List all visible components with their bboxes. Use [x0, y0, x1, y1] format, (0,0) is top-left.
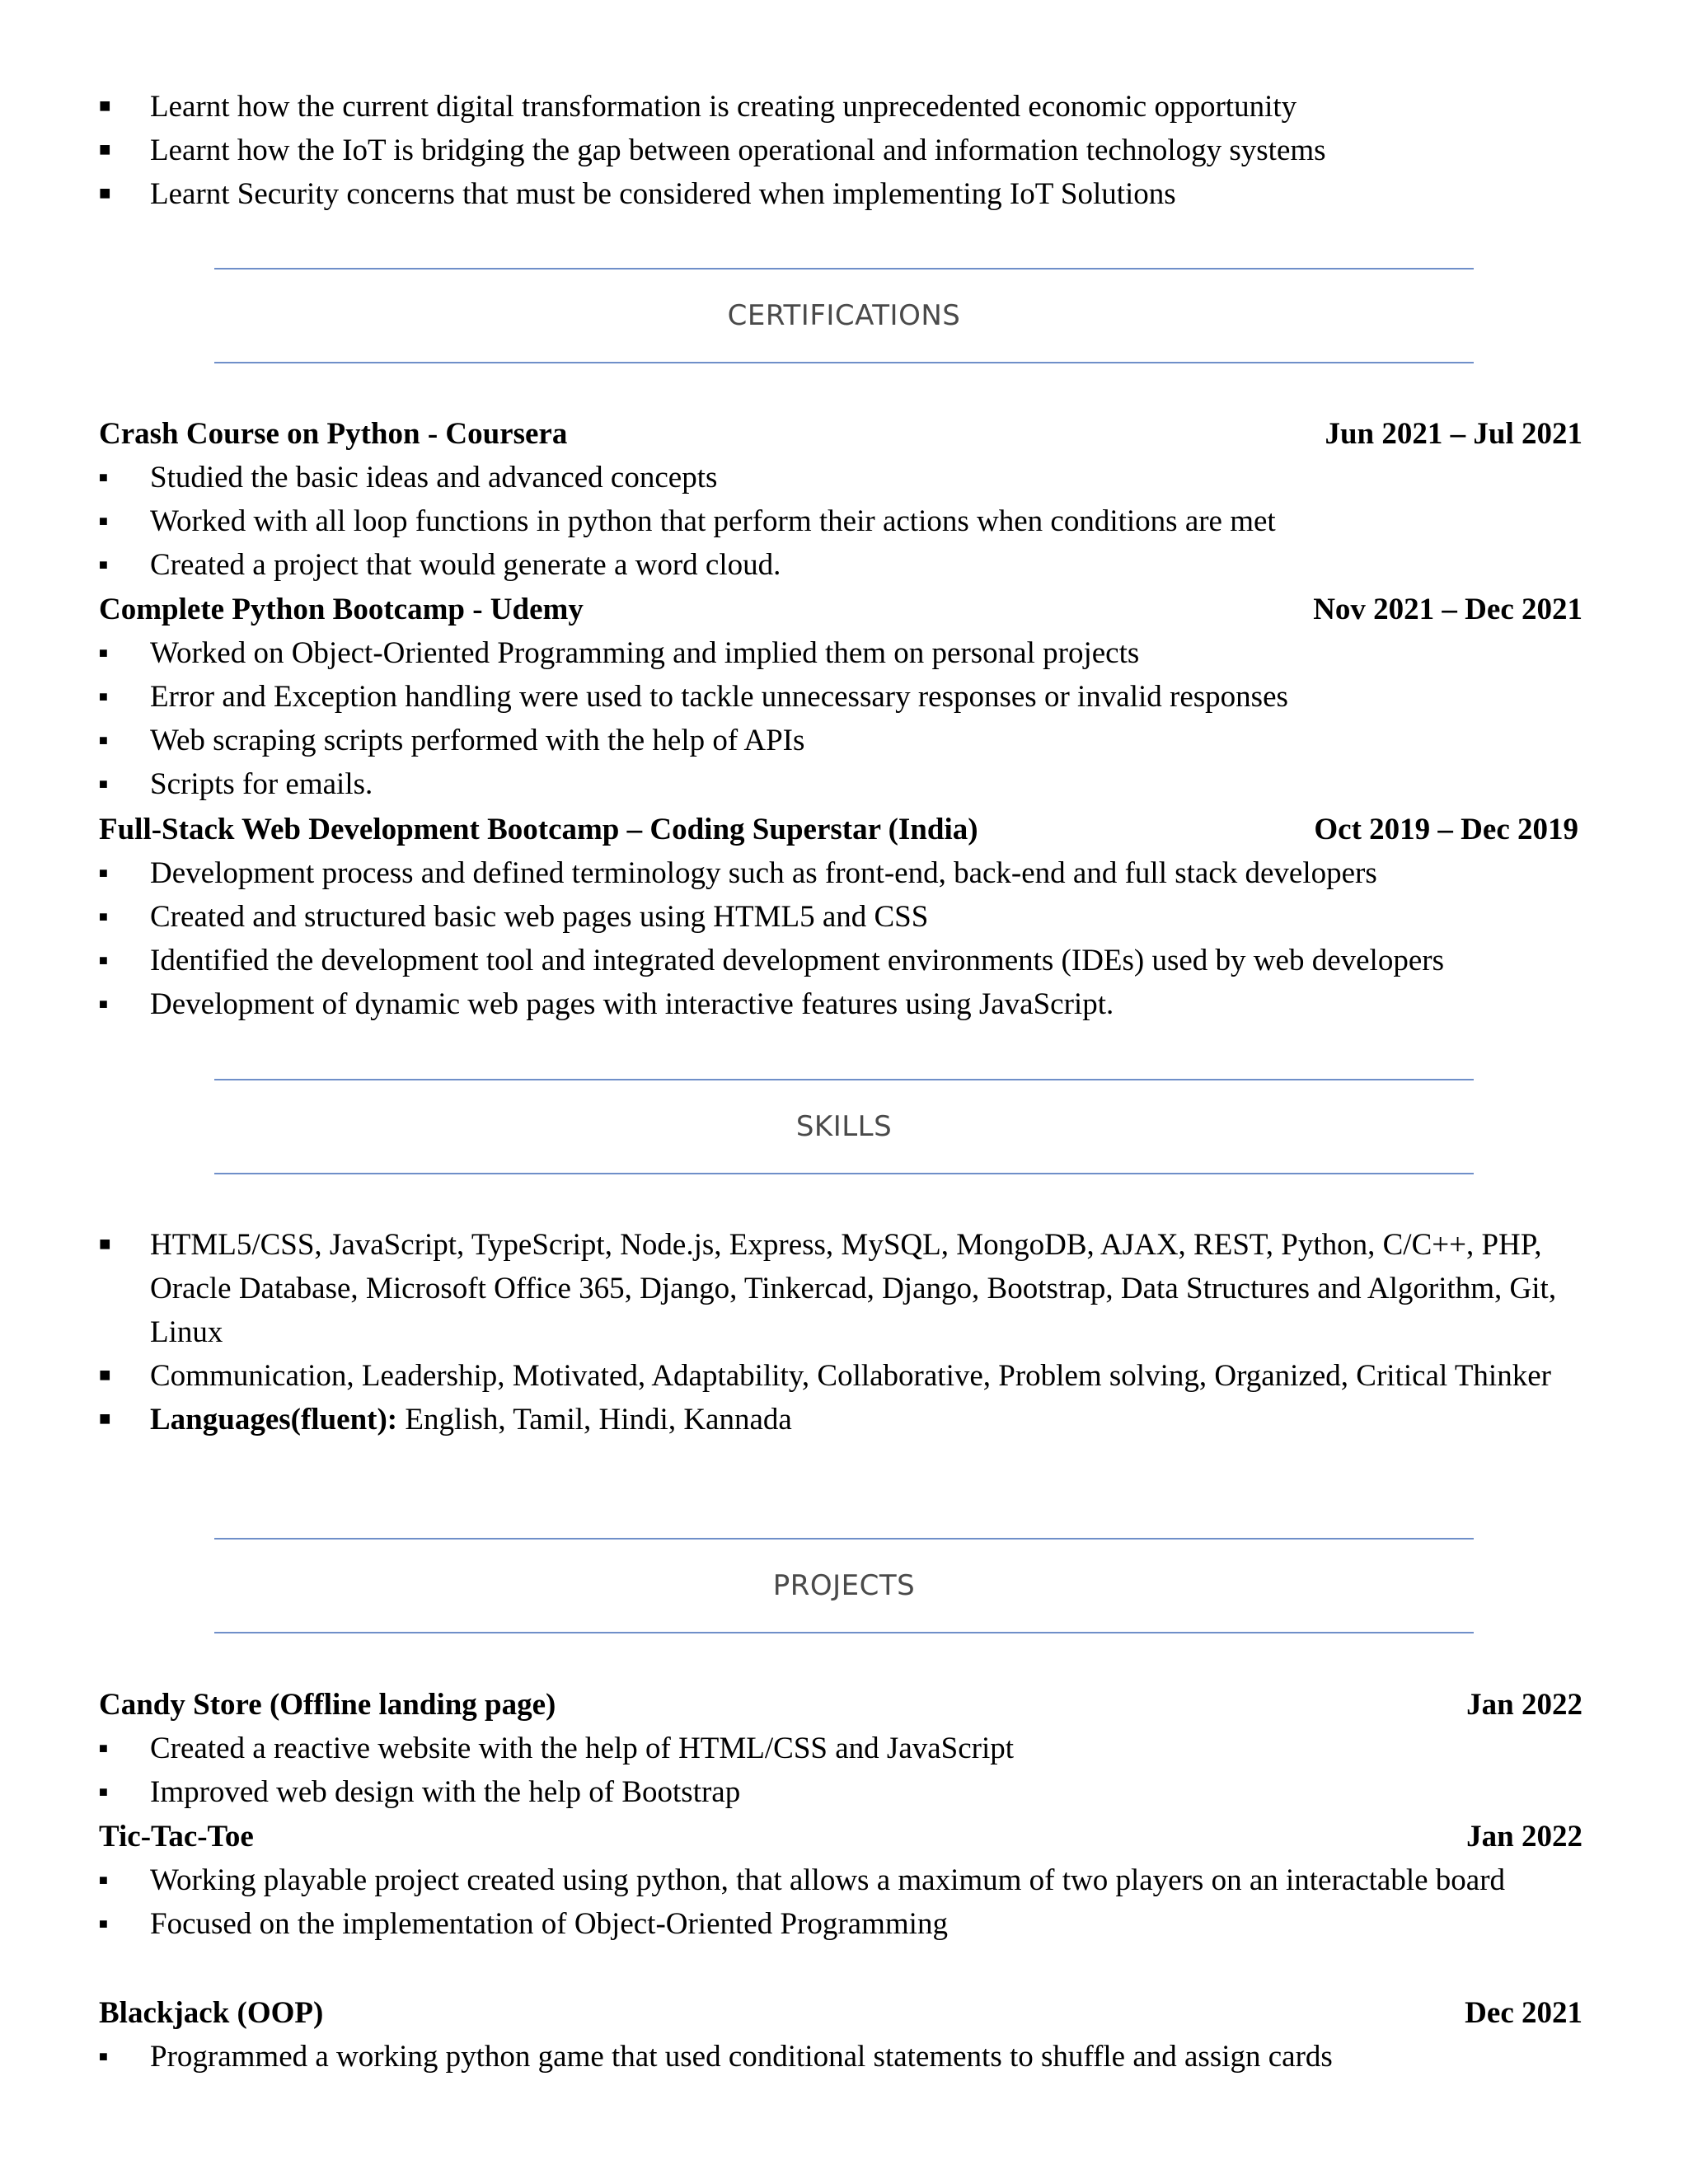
skills-bullet-list — [99, 1223, 1607, 1441]
square-bullet-icon: ■ — [99, 1234, 111, 1255]
section-divider — [214, 1079, 1474, 1080]
section-title: CERTIFICATIONS — [727, 299, 961, 332]
list-item-text: Identified the development tool and integrated development environments (IDEs) used by web developers — [150, 944, 1444, 977]
list-item-text: Programmed a working python game that used conditional statements to shuffle and assign cards — [150, 2040, 1333, 2074]
list-item — [99, 543, 1607, 587]
list-item-text: Learnt how the IoT is bridging the gap between operational and information technology systems — [150, 134, 1326, 167]
list-item — [99, 982, 1607, 1026]
list-item — [99, 1727, 1607, 1770]
list-item — [99, 499, 1607, 543]
projects-section-header — [214, 1538, 1474, 1633]
square-bullet-icon: ■ — [99, 1365, 111, 1386]
list-item-text: Web scraping scripts performed with the help of APIs — [150, 724, 805, 757]
list-item-text: Focused on the implementation of Object-Oriented Programming — [150, 1907, 948, 1941]
list-item-text: Development of dynamic web pages with interactive features using JavaScript. — [150, 987, 1114, 1021]
section-divider — [214, 1632, 1474, 1633]
square-bullet-icon: ■ — [99, 1740, 108, 1756]
list-item — [99, 939, 1607, 982]
list-item-text: Error and Exception handling were used to tackle unnecessary responses or invalid responses — [150, 680, 1288, 714]
project-bullet-list — [99, 2035, 1607, 2079]
square-bullet-icon: ■ — [99, 996, 108, 1012]
certification-date: Jun 2021 – Jul 2021 — [1325, 417, 1582, 451]
square-bullet-icon: ■ — [99, 732, 108, 748]
project-heading — [99, 1991, 1582, 2035]
project-date: Dec 2021 — [1465, 1996, 1582, 2030]
list-item — [99, 762, 1607, 806]
certification-title: Full-Stack Web Development Bootcamp – Coding Superstar (India) — [99, 813, 978, 846]
square-bullet-icon: ■ — [99, 1783, 108, 1800]
certification-bullet-list — [99, 631, 1607, 806]
certification-bullet-list — [99, 851, 1607, 1026]
square-bullet-icon: ■ — [99, 2048, 108, 2064]
list-item-text: Studied the basic ideas and advanced concepts — [150, 461, 718, 494]
intro-bullet-list — [99, 85, 1607, 216]
project-heading — [99, 1815, 1582, 1858]
list-item-text: Created and structured basic web pages using HTML5 and CSS — [150, 900, 929, 934]
project-bullet-list — [99, 1727, 1607, 1814]
list-item — [99, 631, 1607, 675]
certification-bullet-list — [99, 456, 1607, 587]
list-item — [99, 1770, 1607, 1814]
list-item-text: Created a reactive website with the help of HTML/CSS and JavaScript — [150, 1732, 1015, 1765]
section-divider — [214, 1538, 1474, 1540]
list-item-text: Working playable project created using python, that allows a maximum of two players on an interactable board — [150, 1863, 1506, 1897]
square-bullet-icon: ■ — [99, 183, 111, 204]
project-date: Jan 2022 — [1466, 1820, 1582, 1854]
project-title: Blackjack (OOP) — [99, 1996, 324, 2030]
section-divider — [214, 268, 1474, 269]
square-bullet-icon: ■ — [99, 1408, 111, 1430]
section-title: SKILLS — [795, 1110, 893, 1143]
square-bullet-icon: ■ — [99, 1872, 108, 1888]
certifications-section-header — [214, 268, 1474, 363]
square-bullet-icon: ■ — [99, 644, 108, 661]
project-title: Tic-Tac-Toe — [99, 1820, 254, 1854]
list-item-text: Learnt Security concerns that must be considered when implementing IoT Solutions — [150, 177, 1176, 211]
list-item-text: Created a project that would generate a word cloud. — [150, 548, 781, 582]
square-bullet-icon: ■ — [99, 513, 108, 529]
section-title: PROJECTS — [772, 1569, 916, 1602]
section-divider — [214, 362, 1474, 363]
list-item — [99, 895, 1607, 939]
square-bullet-icon: ■ — [99, 96, 111, 117]
list-item — [99, 1223, 1607, 1354]
list-item — [99, 85, 1607, 129]
square-bullet-icon: ■ — [99, 865, 108, 881]
list-item — [99, 1354, 1607, 1398]
list-item-text: Development process and defined terminology such as front-end, back-end and full stack developers — [150, 856, 1377, 890]
square-bullet-icon: ■ — [99, 688, 108, 705]
certification-heading — [99, 588, 1582, 631]
list-item — [99, 172, 1607, 216]
certification-date: Nov 2021 – Dec 2021 — [1313, 593, 1582, 626]
list-item-text: Learnt how the current digital transformation is creating unprecedented economic opportunity — [150, 90, 1297, 124]
square-bullet-icon: ■ — [99, 908, 108, 925]
languages-label: Languages(fluent): — [150, 1403, 398, 1436]
square-bullet-icon: ■ — [99, 556, 108, 573]
project-heading — [99, 1683, 1582, 1727]
square-bullet-icon: ■ — [99, 1915, 108, 1932]
list-item — [99, 2035, 1607, 2079]
skills-section-header — [214, 1079, 1474, 1174]
list-item — [99, 129, 1607, 172]
certification-title: Complete Python Bootcamp - Udemy — [99, 593, 584, 626]
list-item-text: Improved web design with the help of Bootstrap — [150, 1775, 741, 1809]
list-item — [99, 851, 1607, 895]
list-item-text: Communication, Leadership, Motivated, Adaptability, Collaborative, Problem solving, Organized, Critical Thinker — [150, 1359, 1551, 1393]
list-item — [99, 1398, 1607, 1441]
languages-value: English, Tamil, Hindi, Kannada — [397, 1403, 792, 1436]
list-item-text: Scripts for emails. — [150, 767, 373, 801]
certification-heading — [99, 808, 1578, 851]
project-title: Candy Store (Offline landing page) — [99, 1688, 556, 1722]
list-item — [99, 719, 1607, 762]
list-item-text: HTML5/CSS, JavaScript, TypeScript, Node.js, Express, MySQL, MongoDB, AJAX, REST, Python, C/C++, PHP, Oracle Database, Microsoft Office 365, Django, Tinkercad, Django, Bootstrap, Data Structures and Algorithm, Git, Linux — [150, 1228, 1557, 1349]
list-item — [99, 1858, 1607, 1902]
square-bullet-icon: ■ — [99, 139, 111, 161]
project-bullet-list — [99, 1858, 1607, 1946]
square-bullet-icon: ■ — [99, 952, 108, 968]
square-bullet-icon: ■ — [99, 469, 108, 485]
list-item — [99, 1902, 1607, 1946]
certification-heading — [99, 412, 1582, 456]
list-item — [99, 456, 1607, 499]
certification-date: Oct 2019 – Dec 2019 — [1314, 813, 1578, 846]
square-bullet-icon: ■ — [99, 776, 108, 792]
certification-title: Crash Course on Python - Coursera — [99, 417, 568, 451]
list-item-text: Worked with all loop functions in python that perform their actions when conditions are met — [150, 504, 1276, 538]
list-item — [99, 675, 1607, 719]
project-date: Jan 2022 — [1466, 1688, 1582, 1722]
list-item-text: Worked on Object-Oriented Programming and implied them on personal projects — [150, 636, 1140, 670]
section-divider — [214, 1173, 1474, 1174]
